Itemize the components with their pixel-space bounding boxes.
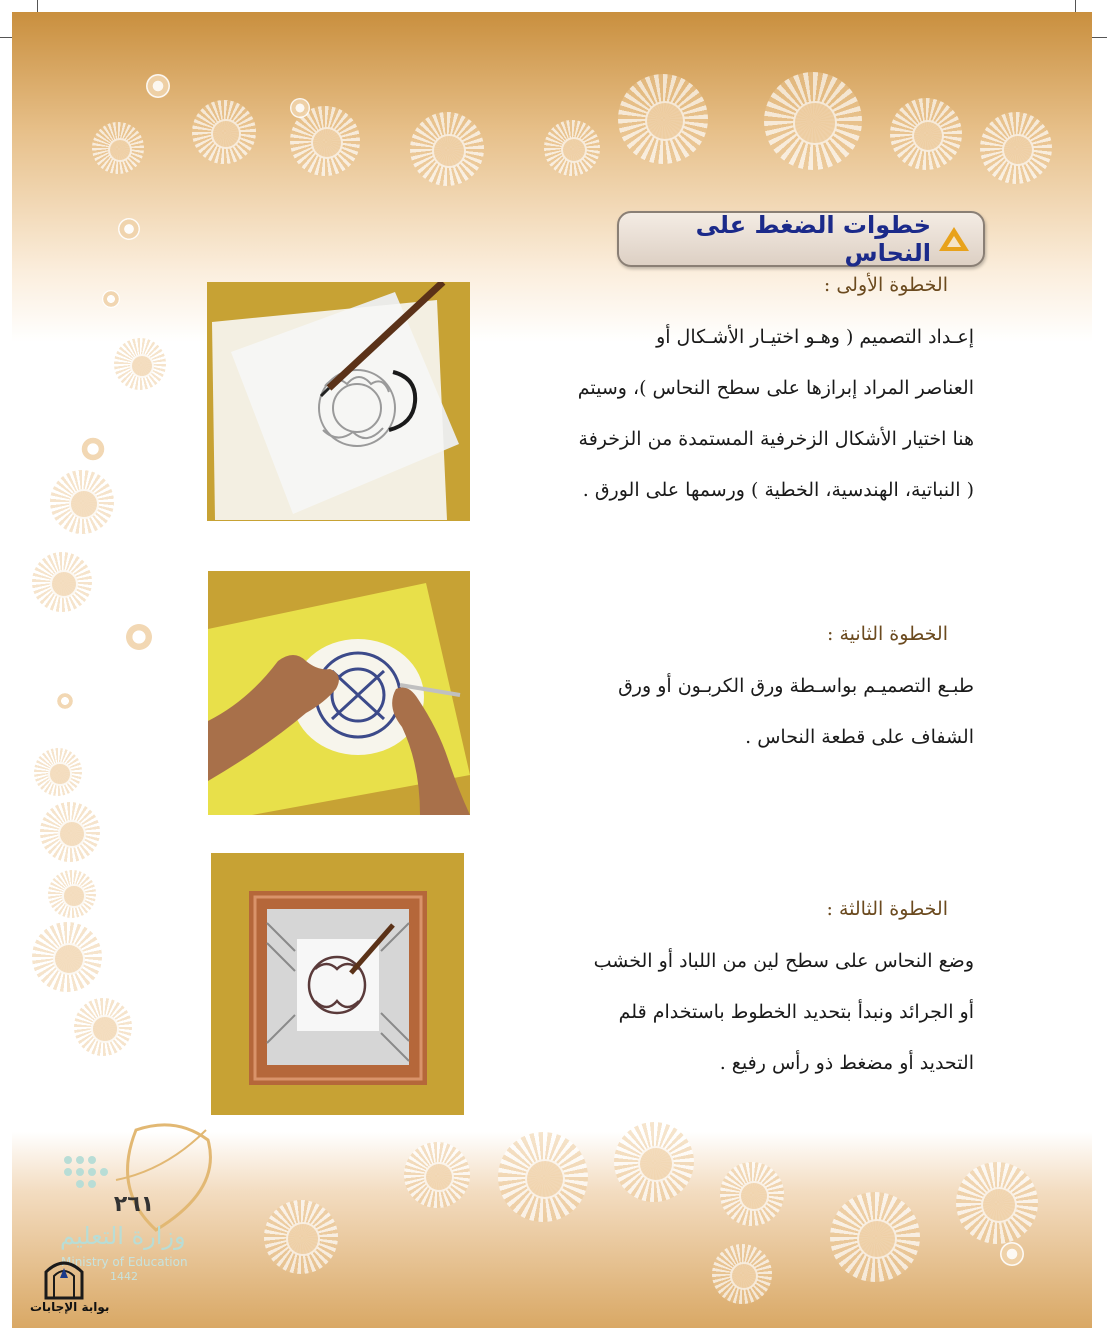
text-line: طبـع التصميـم بواسـطة ورق الكربـون أو ورق bbox=[618, 675, 974, 697]
decorative-rosette bbox=[50, 470, 114, 534]
decorative-rosette bbox=[614, 1122, 694, 1202]
decorative-rosette bbox=[48, 870, 96, 918]
section-title: خطوات الضغط على النحاس bbox=[695, 211, 931, 267]
decorative-rosette bbox=[32, 922, 102, 992]
decorative-dot bbox=[102, 290, 120, 308]
decorative-rosette bbox=[114, 338, 166, 390]
decorative-rosette bbox=[192, 100, 256, 164]
step-1-heading: الخطوة الأولى : bbox=[823, 274, 948, 296]
ministry-year: 1442 bbox=[110, 1270, 138, 1283]
decorative-rosette bbox=[830, 1192, 920, 1282]
text-line: التحديد أو مضغط ذو رأس رفيع . bbox=[719, 1052, 974, 1074]
page-number: ٢٦١ bbox=[113, 1192, 155, 1217]
decorative-rosette bbox=[618, 74, 708, 164]
decorative-rosette bbox=[34, 748, 82, 796]
text-line: أو الجرائد ونبدأ بتحديد الخطوط باستخدام قلم bbox=[618, 1001, 974, 1023]
decorative-dot bbox=[146, 74, 170, 98]
decorative-rosette bbox=[74, 998, 132, 1056]
text-line: وضع النحاس على سطح لين من اللباد أو الخشب bbox=[593, 950, 974, 972]
text-line: الشفاف على قطعة النحاس . bbox=[745, 726, 974, 748]
gate-logo-icon bbox=[42, 1254, 86, 1300]
decorative-dot bbox=[124, 622, 154, 652]
decorative-rosette bbox=[410, 112, 484, 186]
decorative-dot bbox=[56, 692, 74, 710]
step-3-heading: الخطوة الثالثة : bbox=[826, 898, 948, 920]
decorative-rosette bbox=[980, 112, 1052, 184]
decorative-rosette bbox=[544, 120, 600, 176]
step-1-body bbox=[556, 312, 974, 516]
decorative-rosette bbox=[720, 1162, 784, 1226]
decorative-rosette bbox=[956, 1162, 1038, 1244]
ministry-name-ar: وزارة التعليم bbox=[60, 1222, 186, 1250]
decorative-dot bbox=[1000, 1242, 1024, 1266]
book-page bbox=[12, 12, 1092, 1328]
decorative-rosette bbox=[404, 1142, 470, 1208]
text-line: إعـداد التصميم ( وهـو اختيـار الأشـكال أو bbox=[656, 326, 974, 348]
section-title-box bbox=[617, 211, 985, 267]
decorative-dot bbox=[80, 436, 106, 462]
text-line: هنا اختيار الأشكال الزخرفية المستمدة من الزخرفة bbox=[578, 428, 974, 450]
step-3-body bbox=[556, 936, 974, 1089]
decorative-rosette bbox=[890, 98, 962, 170]
decorative-rosette bbox=[712, 1244, 772, 1304]
ministry-name-en: Ministry of Education bbox=[61, 1255, 188, 1269]
decorative-rosette bbox=[40, 802, 100, 862]
warning-triangle-icon bbox=[939, 227, 969, 251]
decorative-rosette bbox=[764, 72, 862, 170]
ministry-logo-icon bbox=[62, 1154, 122, 1194]
decorative-dot bbox=[290, 98, 310, 118]
watermark-label: بوابة الإجابات bbox=[30, 1300, 110, 1314]
step-2-heading: الخطوة الثانية : bbox=[827, 623, 948, 645]
decorative-rosette bbox=[498, 1132, 588, 1222]
step-1-photo bbox=[207, 282, 470, 521]
text-line: العناصر المراد إبرازها على سطح النحاس )، وسيتم bbox=[577, 377, 974, 399]
decorative-rosette bbox=[264, 1200, 338, 1274]
decorative-rosette bbox=[92, 122, 144, 174]
text-line: ( النباتية، الهندسية، الخطية ) ورسمها على الورق . bbox=[582, 479, 974, 501]
step-3-photo bbox=[211, 853, 464, 1115]
decorative-dot bbox=[118, 218, 140, 240]
step-2-photo bbox=[208, 571, 470, 815]
decorative-rosette bbox=[32, 552, 92, 612]
step-2-body bbox=[556, 661, 974, 763]
